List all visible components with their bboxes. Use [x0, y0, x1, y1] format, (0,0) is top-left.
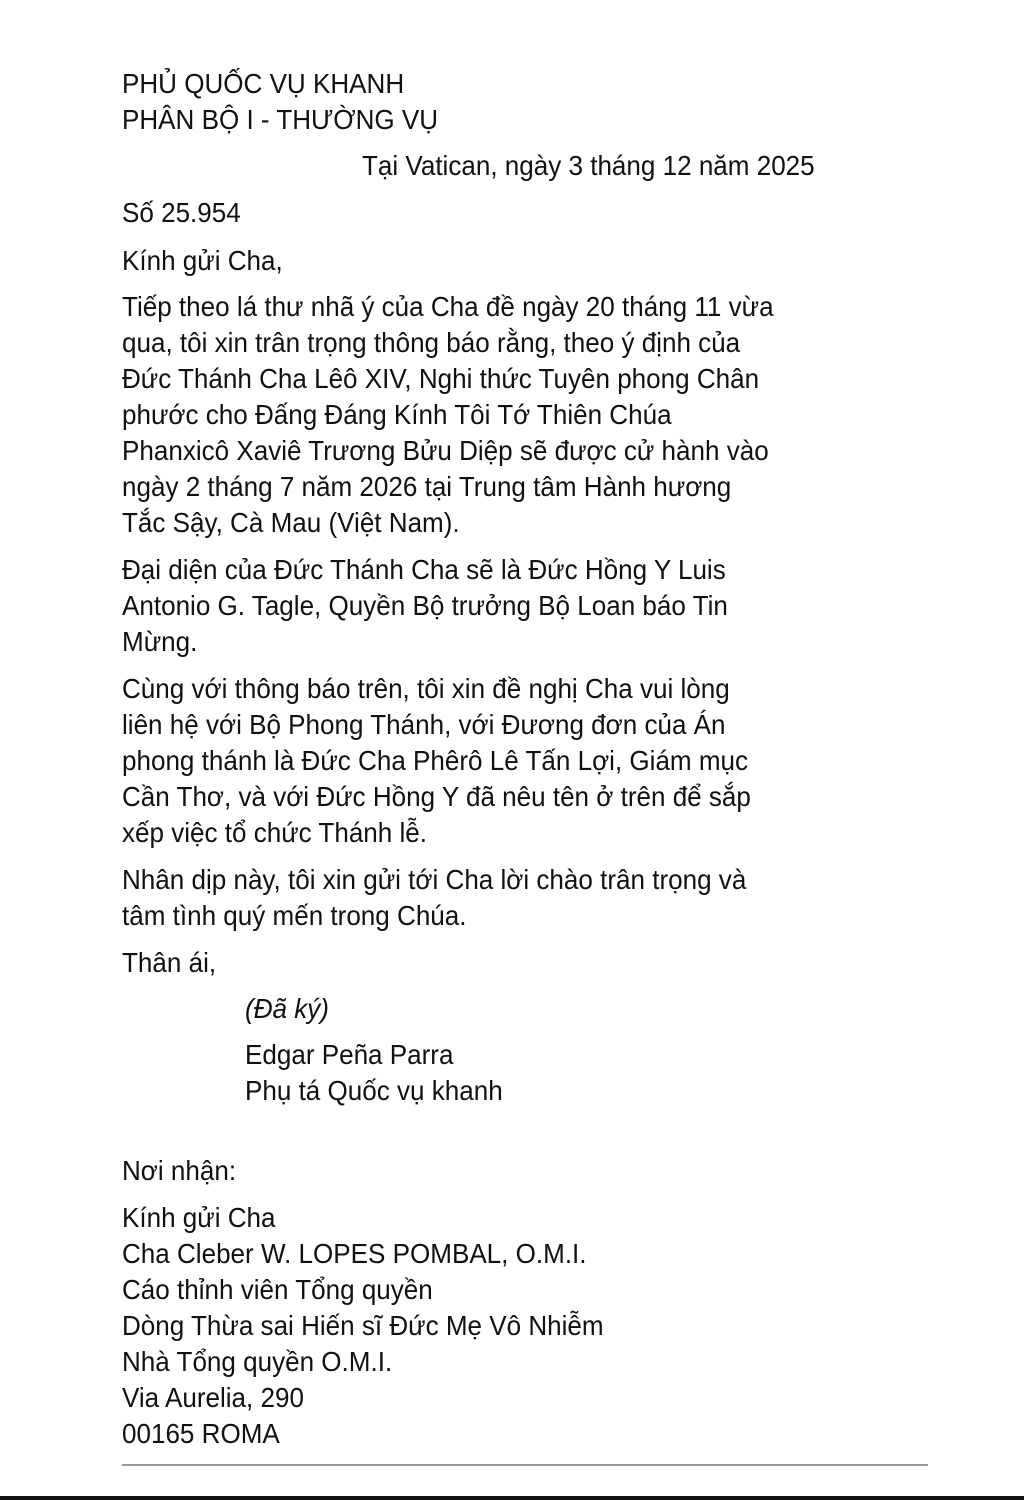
- paragraph-line: Nhân dịp này, tôi xin gửi tới Cha lời chào trân trọng và: [122, 864, 747, 895]
- office-name: PHỦ QUỐC VỤ KHANH: [122, 68, 405, 99]
- footer-divider: [122, 1464, 928, 1466]
- closing: Thân ái,: [122, 947, 217, 978]
- paragraph-line: tâm tình quý mến trong Chúa.: [122, 900, 467, 931]
- recipient-line: Cáo thỉnh viên Tổng quyền: [122, 1274, 433, 1305]
- paragraph-line: Mừng.: [122, 626, 198, 657]
- recipient-line: 00165 ROMA: [122, 1418, 280, 1449]
- signatory-title: Phụ tá Quốc vụ khanh: [245, 1075, 503, 1106]
- paragraph-line: Cần Thơ, và với Đức Hồng Y đã nêu tên ở trên để sắp: [122, 781, 751, 812]
- recipient-line: Via Aurelia, 290: [122, 1382, 304, 1413]
- recipient-line: Nhà Tổng quyền O.M.I.: [122, 1346, 393, 1377]
- recipient-line: Dòng Thừa sai Hiến sĩ Đức Mẹ Vô Nhiễm: [122, 1310, 604, 1341]
- salutation: Kính gửi Cha,: [122, 245, 283, 276]
- place-date: Tại Vatican, ngày 3 tháng 12 năm 2025: [362, 150, 815, 181]
- paragraph-line: Đức Thánh Cha Lêô XIV, Nghi thức Tuyên phong Chân: [122, 363, 760, 394]
- paragraph-line: Phanxicô Xaviê Trương Bửu Diệp sẽ được cử hành vào: [122, 435, 769, 466]
- paragraph-line: liên hệ với Bộ Phong Thánh, với Đương đơn của Án: [122, 709, 726, 740]
- recipient-line: Cha Cleber W. LOPES POMBAL, O.M.I.: [122, 1238, 587, 1269]
- paragraph-line: Antonio G. Tagle, Quyền Bộ trưởng Bộ Loan báo Tin: [122, 590, 728, 621]
- section-name: PHÂN BỘ I - THƯỜNG VỤ: [122, 104, 439, 135]
- paragraph-line: Cùng với thông báo trên, tôi xin đề nghị Cha vui lòng: [122, 673, 730, 704]
- page-bottom-edge: [0, 1496, 1024, 1500]
- paragraph-line: ngày 2 tháng 7 năm 2026 tại Trung tâm Hành hương: [122, 471, 732, 502]
- paragraph-line: xếp việc tổ chức Thánh lễ.: [122, 817, 428, 848]
- paragraph-line: Tắc Sậy, Cà Mau (Việt Nam).: [122, 507, 460, 538]
- paragraph-line: qua, tôi xin trân trọng thông báo rằng, theo ý định của: [122, 327, 741, 358]
- signatory-name: Edgar Peña Parra: [245, 1039, 454, 1070]
- paragraph-line: phước cho Đấng Đáng Kính Tôi Tớ Thiên Chúa: [122, 399, 672, 430]
- signed-note: (Đã ký): [245, 993, 329, 1024]
- recipient-line: Kính gửi Cha: [122, 1202, 276, 1233]
- reference-number: Số 25.954: [122, 197, 241, 228]
- paragraph-line: phong thánh là Đức Cha Phêrô Lê Tấn Lợi, Giám mục: [122, 745, 749, 776]
- recipient-label: Nơi nhận:: [122, 1155, 237, 1186]
- paragraph-line: Tiếp theo lá thư nhã ý của Cha đề ngày 20 tháng 11 vừa: [122, 291, 774, 322]
- paragraph-line: Đại diện của Đức Thánh Cha sẽ là Đức Hồng Y Luis: [122, 554, 726, 585]
